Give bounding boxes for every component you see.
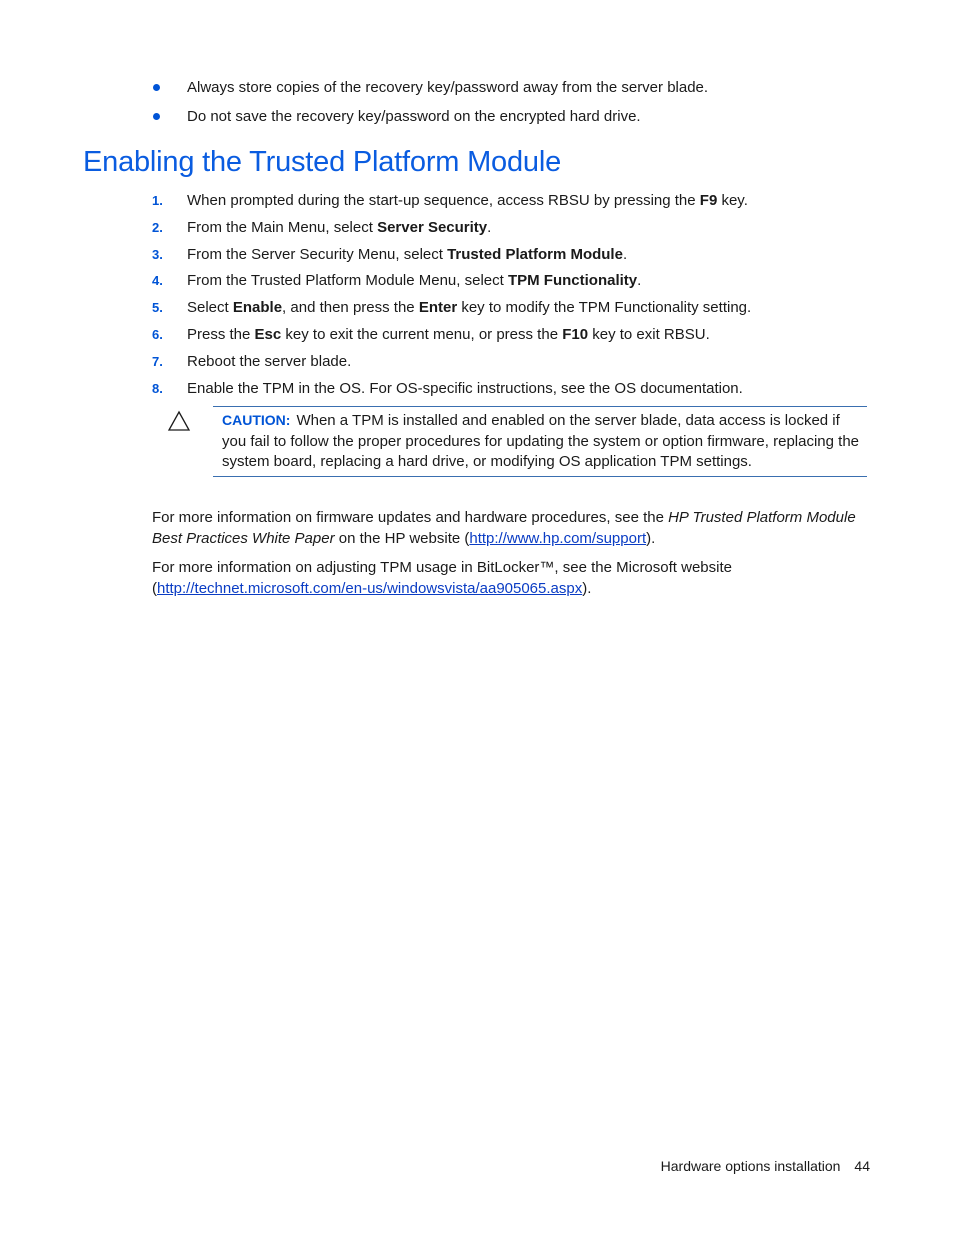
step-text: Reboot the server blade.: [187, 352, 352, 370]
bullet-text: Always store copies of the recovery key/password away from the server blade.: [187, 79, 709, 96]
list-item: [152, 243, 872, 270]
step-text: Press the Esc key to exit the current menu, or press the F10 key to exit RBSU.: [187, 325, 710, 343]
step-list: [152, 189, 872, 403]
page-footer: [600, 1158, 870, 1174]
step-text: Enable the TPM in the OS. For OS-specific instructions, see the OS documentation.: [187, 379, 743, 397]
footer-section-title: Hardware options installation: [660, 1158, 841, 1174]
list-item: [152, 105, 872, 134]
step-number: 1.: [152, 193, 163, 208]
section-heading: Enabling the Trusted Platform Module: [83, 146, 562, 178]
step-number: 3.: [152, 246, 163, 262]
step-number: 7.: [152, 353, 163, 369]
bullet-icon: [153, 113, 160, 120]
list-item: [152, 216, 872, 243]
hp-support-link[interactable]: http://www.hp.com/support: [469, 529, 647, 547]
caution-box: [213, 406, 867, 477]
bullet-text: Do not save the recovery key/password on the encrypted hard drive.: [187, 108, 641, 125]
step-text: When prompted during the start-up sequence, access RBSU by pressing the F9 key.: [187, 192, 748, 209]
page-number: 44: [854, 1158, 870, 1174]
list-item: [152, 323, 872, 350]
microsoft-technet-link[interactable]: http://technet.microsoft.com/en-us/windowsvista/aa905065.aspx: [157, 579, 583, 597]
caution-triangle-icon: [167, 410, 191, 432]
bullet-icon: [153, 84, 160, 91]
step-number: 8.: [152, 380, 163, 396]
list-item: [152, 296, 872, 323]
list-item: [152, 189, 872, 216]
step-text: From the Server Security Menu, select Trusted Platform Module.: [187, 245, 628, 263]
white-paper-title: HP Trusted Platform Module Best Practices White Paper: [152, 509, 856, 547]
step-text: From the Main Menu, select Server Security.: [187, 218, 492, 236]
step-number: 6.: [152, 326, 163, 342]
step-text: Select Enable, and then press the Enter key to modify the TPM Functionality setting.: [187, 299, 752, 317]
step-number: 5.: [152, 300, 163, 316]
list-item: [152, 377, 872, 404]
step-number: 4.: [152, 273, 163, 289]
bullet-list: [152, 76, 872, 134]
bitlocker-info-paragraph: For more information on adjusting TPM usage in BitLocker™, see the Microsoft website (http://technet.microsoft.com/en-us/windowsvista/aa905065.aspx).: [152, 559, 732, 597]
caution-label: CAUTION:: [222, 412, 291, 428]
step-number: 2.: [152, 219, 163, 235]
firmware-info-paragraph: For more information on firmware updates and hardware procedures, see the HP Trusted Platform Module Best Practices White Paper on the HP website (http://www.hp.com/support).: [152, 509, 856, 547]
caution-text: When a TPM is installed and enabled on the server blade, data access is locked if you fail to follow the proper procedures for updating the system or option firmware, replacing the system board, replacing a hard drive, or modifying OS application TPM settings.: [222, 412, 860, 470]
list-item: [152, 269, 872, 296]
list-item: [152, 350, 872, 377]
list-item: [152, 76, 872, 105]
step-text: From the Trusted Platform Module Menu, select TPM Functionality.: [187, 272, 642, 290]
